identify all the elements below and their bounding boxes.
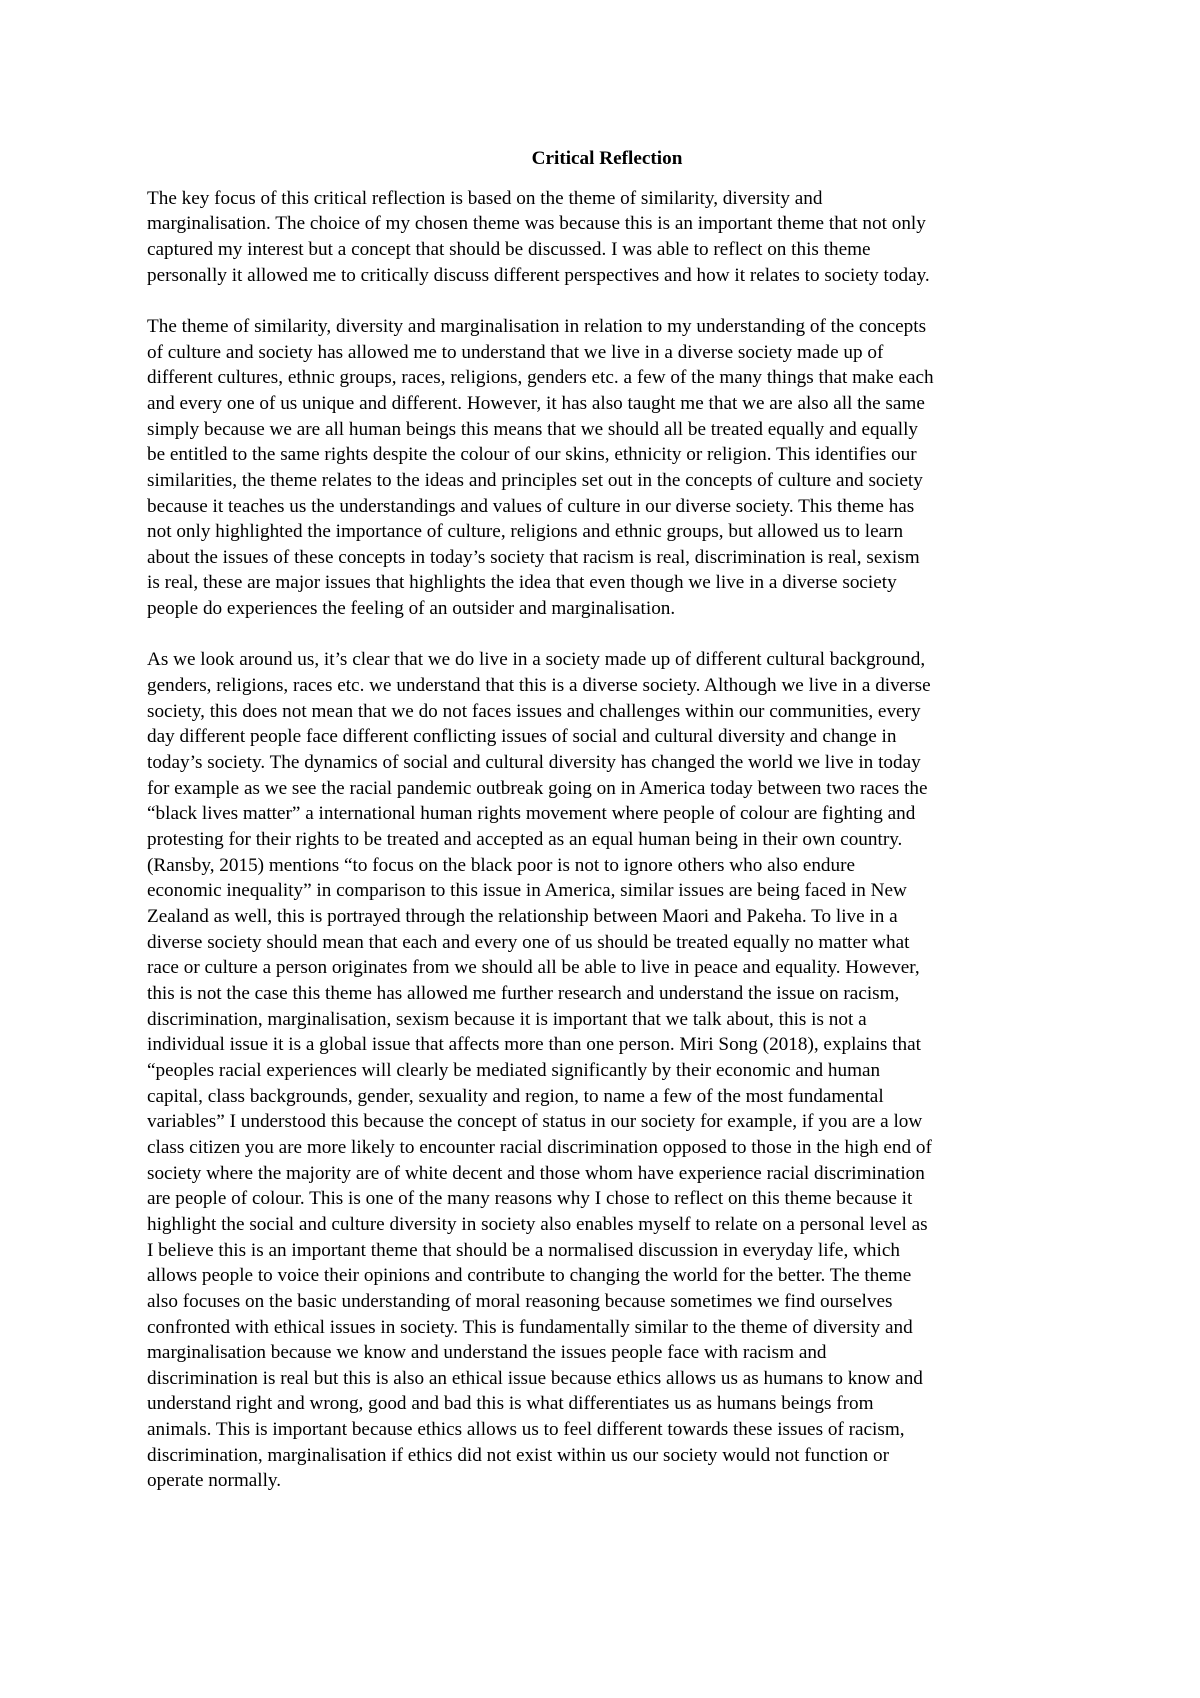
- text-line: about the issues of these concepts in today’s society that racism is real, discrimination is real, sexism: [147, 546, 920, 568]
- text-line: and every one of us unique and different. However, it has also taught me that we are also all the same: [147, 392, 925, 414]
- document-page: [147, 146, 1067, 1520]
- text-line: variables” I understood this because the concept of status in our society for example, if you are a low: [147, 1111, 923, 1133]
- text-line: society where the majority are of white decent and those whom have experience racial discrimination: [147, 1162, 925, 1184]
- text-line: animals. This is important because ethics allows us to feel different towards these issues of racism,: [147, 1419, 905, 1441]
- text-line: marginalisation. The choice of my chosen theme was because this is an important theme that not only: [147, 213, 926, 235]
- text-line: different cultures, ethnic groups, races, religions, genders etc. a few of the many things that make each: [147, 367, 934, 389]
- text-line: individual issue it is a global issue that affects more than one person. Miri Song (2018), explains that: [147, 1034, 921, 1056]
- text-line: today’s society. The dynamics of social and cultural diversity has changed the world we live in today: [147, 752, 921, 774]
- text-line: race or culture a person originates from we should all be able to live in peace and equality. However,: [147, 957, 920, 979]
- text-line: similarities, the theme relates to the ideas and principles set out in the concepts of culture and society: [147, 469, 923, 491]
- text-line: discrimination is real but this is also an ethical issue because ethics allows us as humans to know and: [147, 1367, 923, 1389]
- text-line: of culture and society has allowed me to understand that we live in a diverse society made up of: [147, 341, 884, 363]
- text-line: discrimination, marginalisation, sexism because it is important that we talk about, this is not a: [147, 1008, 867, 1030]
- text-line: discrimination, marginalisation if ethics did not exist within us our society would not function or: [147, 1444, 889, 1466]
- text-line: Zealand as well, this is portrayed through the relationship between Maori and Pakeha. To live in a: [147, 906, 898, 927]
- text-line: “peoples racial experiences will clearly be mediated significantly by their economic and human: [147, 1059, 881, 1081]
- text-line: class citizen you are more likely to encounter racial discrimination opposed to those in the high end of: [147, 1136, 932, 1158]
- paragraph-1: [147, 186, 1067, 289]
- document-title: Critical Reflection: [531, 148, 683, 169]
- text-line: capital, class backgrounds, gender, sexuality and region, to name a few of the most fundamental: [147, 1085, 884, 1107]
- text-line: captured my interest but a concept that should be discussed. I was able to reflect on this theme: [147, 238, 871, 260]
- text-line: are people of colour. This is one of the many reasons why I chose to reflect on this theme because it: [147, 1188, 913, 1210]
- document-body: [147, 186, 1067, 1494]
- text-line: be entitled to the same rights despite the colour of our skins, ethnicity or religion. This identifies our: [147, 444, 917, 466]
- text-line: also focuses on the basic understanding of moral reasoning because sometimes we find ourselves: [147, 1290, 893, 1312]
- text-line: society, this does not mean that we do not faces issues and challenges within our communities, every: [147, 700, 921, 722]
- text-line: because it teaches us the understandings and values of culture in our diverse society. This theme has: [147, 495, 915, 517]
- text-line: day different people face different conflicting issues of social and cultural diversity and change in: [147, 726, 897, 748]
- text-line: The theme of similarity, diversity and marginalisation in relation to my understanding of the concepts: [147, 315, 927, 337]
- text-line: for example as we see the racial pandemic outbreak going on in America today between two races the: [147, 777, 928, 799]
- text-line: The key focus of this critical reflection is based on the theme of similarity, diversity and: [147, 187, 823, 209]
- text-line: not only highlighted the importance of culture, religions and ethnic groups, but allowed us to learn: [147, 521, 904, 543]
- text-line: diverse society should mean that each and every one of us should be treated equally no matter what: [147, 931, 910, 953]
- text-line: marginalisation because we know and understand the issues people face with racism and: [147, 1342, 827, 1364]
- text-line: (Ransby, 2015) mentions “to focus on the black poor is not to ignore others who also endure: [147, 854, 856, 876]
- text-line: is real, these are major issues that highlights the idea that even though we live in a diverse society: [147, 572, 897, 594]
- text-line: this is not the case this theme has allowed me further research and understand the issue on racism,: [147, 982, 900, 1004]
- text-line: As we look around us, it’s clear that we do live in a society made up of different cultural background,: [147, 649, 926, 671]
- text-line: economic inequality” in comparison to this issue in America, similar issues are being faced in New: [147, 880, 907, 902]
- text-line: confronted with ethical issues in society. This is fundamentally similar to the theme of diversity and: [147, 1316, 913, 1338]
- text-line: understand right and wrong, good and bad this is what differentiates us as humans beings from: [147, 1393, 874, 1415]
- text-line: personally it allowed me to critically discuss different perspectives and how it relates to society today.: [147, 264, 930, 286]
- text-line: highlight the social and culture diversity in society also enables myself to relate on a personal level as: [147, 1213, 928, 1235]
- paragraph-2: [147, 314, 1067, 622]
- text-line: protesting for their rights to be treated and accepted as an equal human being in their own country.: [147, 829, 903, 851]
- text-line: people do experiences the feeling of an outsider and marginalisation.: [147, 598, 676, 620]
- text-line: allows people to voice their opinions and contribute to changing the world for the better. The theme: [147, 1265, 912, 1287]
- text-line: “black lives matter” a international human rights movement where people of colour are fighting and: [147, 803, 916, 825]
- text-line: operate normally.: [147, 1470, 282, 1492]
- paragraph-3: [147, 647, 1067, 1494]
- text-line: genders, religions, races etc. we understand that this is a diverse society. Although we live in a diverse: [147, 675, 931, 697]
- text-line: I believe this is an important theme that should be a normalised discussion in everyday life, which: [147, 1239, 900, 1261]
- text-line: simply because we are all human beings this means that we should all be treated equally and equally: [147, 418, 918, 440]
